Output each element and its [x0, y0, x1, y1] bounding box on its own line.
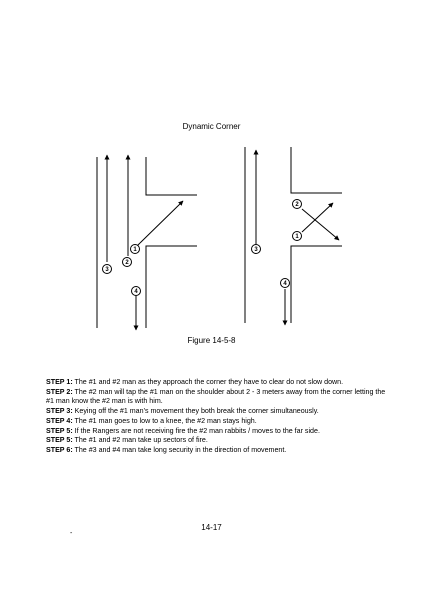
- left-corner-top-wall: [146, 157, 197, 195]
- step-label: STEP 2:: [46, 387, 73, 396]
- steps-list: [46, 378, 386, 456]
- figure-caption: Figure 14-5-8: [187, 336, 236, 345]
- right-corner-top-wall: [291, 147, 342, 193]
- step-item: [46, 436, 386, 446]
- marker-3-right-label: 3: [254, 247, 258, 254]
- marker-4-right-label: 4: [283, 281, 287, 288]
- step-text: The #1 and #2 man as they approach the corner they have to clear do not slow down.: [72, 378, 344, 386]
- marker-1-left-label: 1: [133, 247, 137, 254]
- right-arrow-man1: [302, 203, 333, 232]
- step-item: [46, 378, 386, 388]
- step-text: Keying off the #1 man’s movement they both break the corner simultaneously.: [72, 407, 319, 416]
- step-label: STEP 1:: [46, 378, 73, 386]
- step-text: The #1 man goes to low to a knee, the #2 man stays high.: [72, 416, 257, 425]
- position-markers: [103, 200, 302, 296]
- step-label: STEP 5:: [46, 426, 73, 435]
- marker-2-left-label: 2: [125, 260, 129, 267]
- page-number: 14-17: [201, 523, 222, 532]
- step-text: The #3 and #4 man take long security in the direction of movement.: [72, 445, 287, 454]
- step-label: STEP 6:: [46, 445, 73, 454]
- step-item: [46, 446, 386, 456]
- step-label: STEP 5:: [46, 436, 73, 445]
- left-arrow-man1: [140, 201, 183, 243]
- step-item: [46, 407, 386, 417]
- step-item: [46, 417, 386, 427]
- step-label: STEP 4:: [46, 416, 73, 425]
- marker-2-right-label: 2: [295, 202, 299, 209]
- step-item: [46, 427, 386, 437]
- marker-1-right-label: 1: [295, 234, 299, 241]
- marker-4-left-label: 4: [134, 289, 138, 296]
- step-text: The #1 and #2 man take up sectors of fire.: [72, 436, 208, 445]
- marker-3-left-label: 3: [105, 267, 109, 274]
- stray-mark: -: [70, 530, 73, 537]
- left-diagram: [97, 157, 197, 328]
- step-label: STEP 3:: [46, 407, 73, 416]
- right-corner-bottom-wall: [291, 246, 342, 323]
- right-arrow-man2: [302, 209, 339, 240]
- step-text: If the Rangers are not receiving fire the #2 man rabbits / moves to the far side.: [72, 426, 320, 435]
- step-item: [46, 388, 386, 407]
- left-corner-bottom-wall: [146, 246, 197, 328]
- left-arrows: [107, 155, 183, 330]
- step-text: The #2 man will tap the #1 man on the shoulder about 2 - 3 meters away from the corner letting the #1 man know the #2 man is with him.: [46, 387, 386, 406]
- figure-title: Dynamic Corner: [182, 122, 241, 131]
